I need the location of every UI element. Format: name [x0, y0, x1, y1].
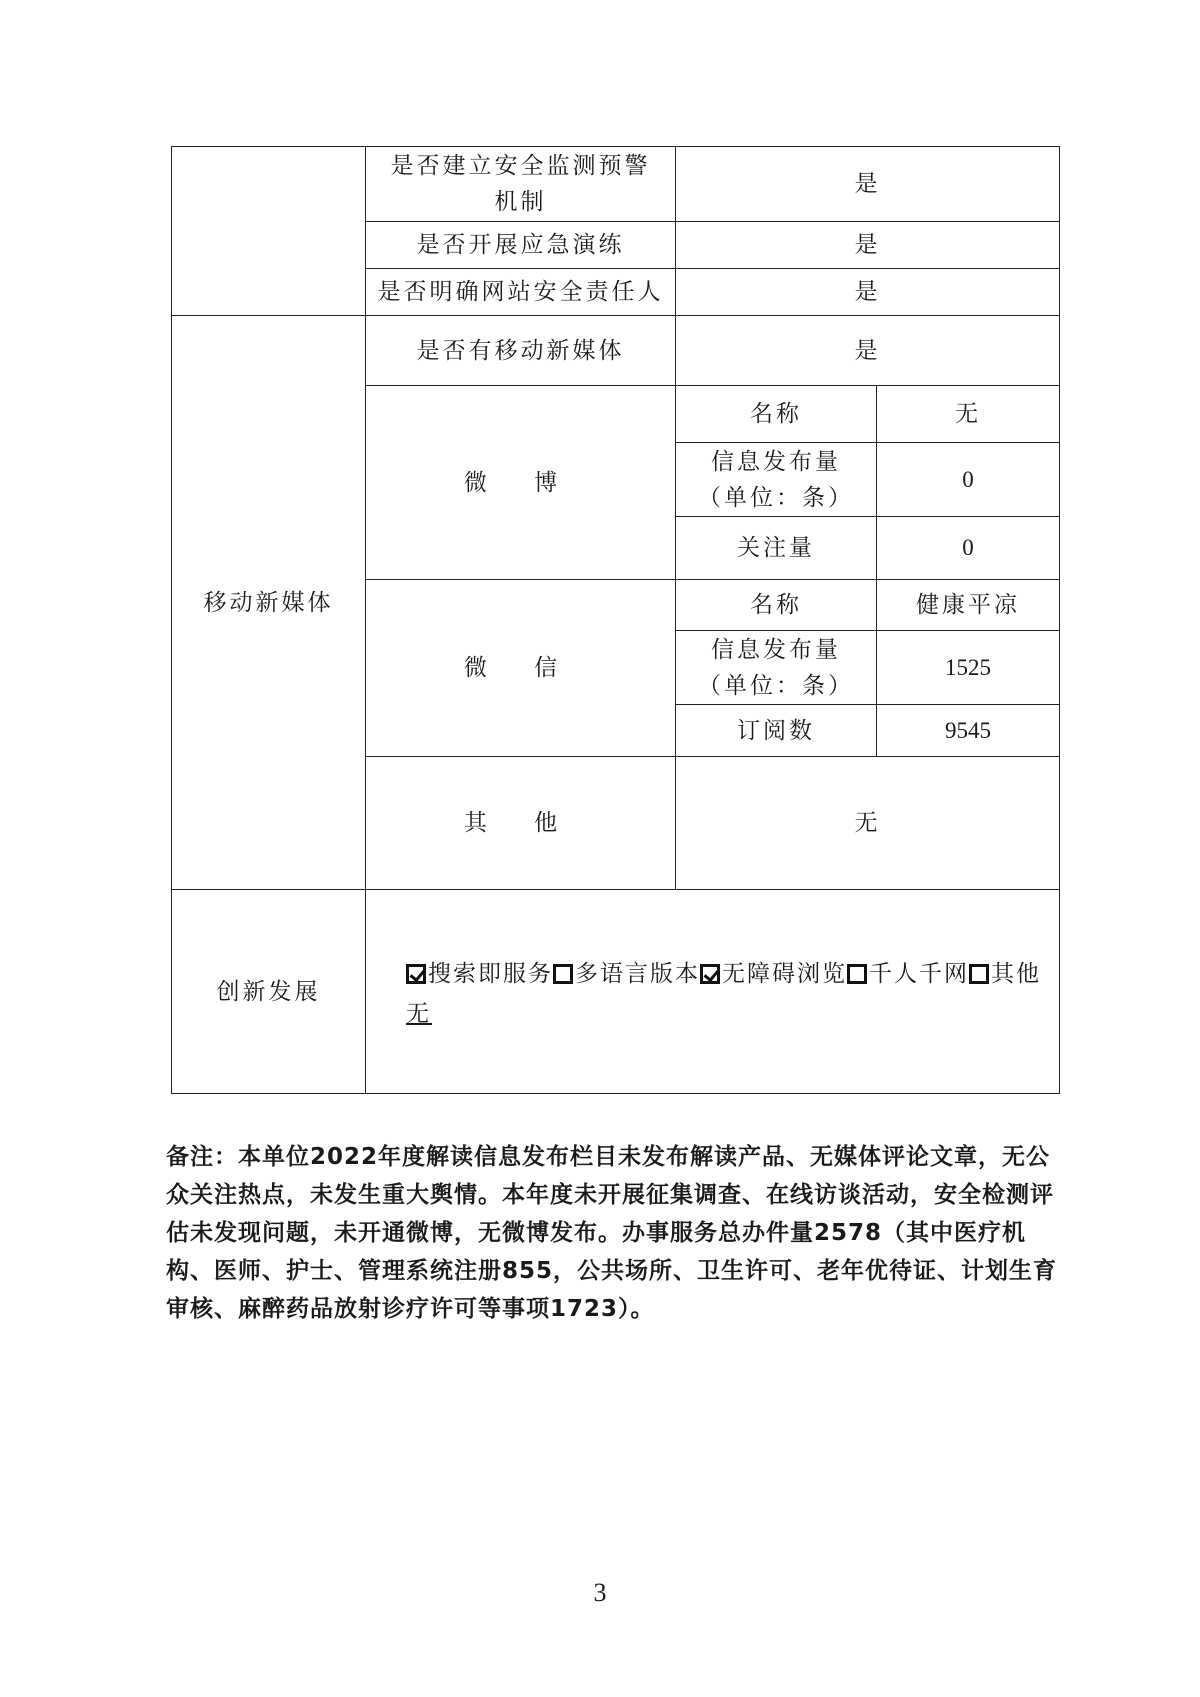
mobile-media-category-cell: 移动新媒体 [172, 316, 366, 890]
option-other [969, 961, 1041, 987]
row-label: 是否建立安全监测预警 机制 [366, 147, 676, 222]
innovation-category-cell: 创新发展 [172, 890, 366, 1094]
option-label: 搜索即服务 [428, 960, 553, 987]
wechat-label: 微 信 [366, 580, 676, 757]
innovation-options [406, 956, 1053, 992]
weibo-label: 微 博 [366, 386, 676, 580]
option-label: 多语言版本 [575, 960, 700, 987]
checkbox-unchecked-icon [847, 964, 867, 984]
sub-label: 名称 [676, 386, 877, 443]
option-search-as-service [406, 961, 553, 987]
option-label: 其他 [991, 960, 1041, 987]
remark-paragraph: 备注：本单位2022年度解读信息发布栏目未发布解读产品、无媒体评论文章，无公众关注热点，未发生重大舆情。本年度未开展征集调查、在线访谈活动，安全检测评估未发现问题，未开通微博，无微博发布。办事服务总办件量2578（其中医疗机构、医师、护士、管理系统注册855，公共场所、卫生许可、老年优待证、计划生育审核、麻醉药品放射诊疗许可等事项1723）。 [166, 1144, 1058, 1322]
option-accessibility [700, 961, 847, 987]
sub-value: 1525 [877, 631, 1060, 705]
table-row [172, 316, 1060, 386]
security-category-cell [172, 147, 366, 316]
report-table [171, 146, 1060, 1094]
sub-value: 0 [877, 443, 1060, 517]
sub-label: 信息发布量 （单位：条） [676, 631, 877, 705]
row-value: 是 [676, 316, 1060, 386]
option-label: 无障碍浏览 [722, 960, 847, 987]
checkbox-checked-icon [406, 964, 426, 984]
checkbox-unchecked-icon [969, 964, 989, 984]
sub-value: 9545 [877, 705, 1060, 757]
row-label: 是否明确网站安全责任人 [366, 269, 676, 316]
other-media-value: 无 [676, 757, 1060, 890]
row-value: 是 [676, 147, 1060, 222]
table-row [172, 147, 1060, 222]
table-row [172, 890, 1060, 1094]
sub-value: 0 [877, 517, 1060, 580]
checkbox-checked-icon [700, 964, 720, 984]
row-label: 是否开展应急演练 [366, 222, 676, 269]
other-innovation-text: 无 [406, 1000, 432, 1027]
option-multilingual [553, 961, 700, 987]
innovation-options-cell [366, 890, 1060, 1094]
other-media-label: 其 他 [366, 757, 676, 890]
row-value: 是 [676, 269, 1060, 316]
sub-label: 订阅数 [676, 705, 877, 757]
row-value: 是 [676, 222, 1060, 269]
page-number: 3 [593, 1578, 607, 1607]
sub-value: 无 [877, 386, 1060, 443]
row-label: 是否有移动新媒体 [366, 316, 676, 386]
sub-label: 名称 [676, 580, 877, 631]
checkbox-unchecked-icon [553, 964, 573, 984]
option-personalized [847, 961, 969, 987]
option-label: 千人千网 [869, 960, 969, 987]
sub-label: 关注量 [676, 517, 877, 580]
sub-label: 信息发布量 （单位：条） [676, 443, 877, 517]
sub-value: 健康平凉 [877, 580, 1060, 631]
